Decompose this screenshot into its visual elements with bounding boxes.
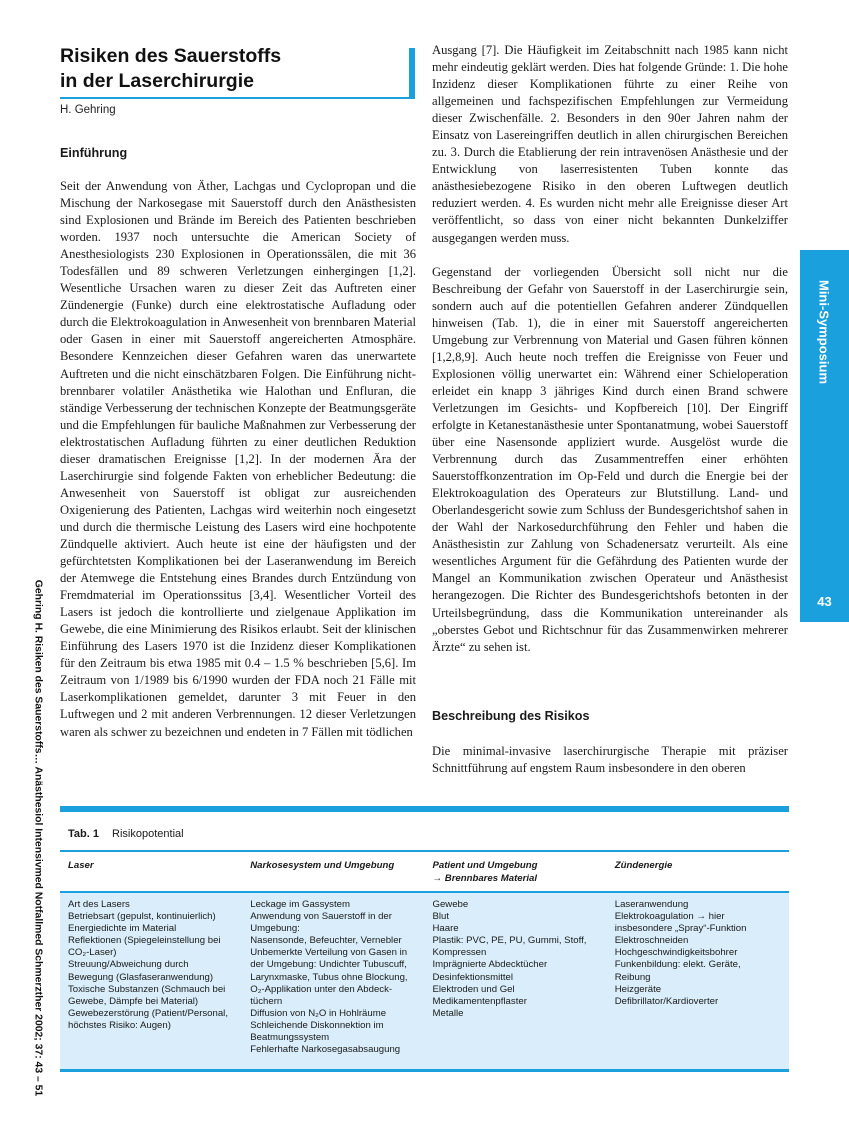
table-cell-line: Haare [432, 923, 459, 935]
table-cell-line: Schleichende Diskonnektion im [250, 1019, 384, 1031]
body-paragraph: Seit der Anwendung von Äther, Lachgas und Cyclopropan und die Mischung der Narkosegase mit Sauerstoff durch den Anästhesisten sind Explosionen und Brände im Bereich des Patienten beschrieben worden. 1937 noch untersuchte die American Society of Anesthesiologists 230 Explosionen in Operationssälen, die mit 36 Todesfällen und 89 schweren Verletzungen einhergingen [1,2]. Wesentliche Ursachen waren zu dieser Zeit das Auftreten einer Zündenergie (Funke) durch eine elektrostatische Aufladung oder durch die Elektrokoagulation in Anwesenheit von brennbaren Material oder Gasen in einer mit Sauerstoff angereicherten Atmosphäre. Besondere Kennzeichen dieser Gefahren waren das unerwartete Auftreten und die nicht einschätzbaren Folgen. Die Einführung nicht-brennbarer volatiler Anästhetika wie Halothan und Enfluran, die ständige Verbesserung der technischen Konzepte der Beatmungsgeräte und die Empfehlungen für bauliche Maßnahmen zur Verbesserung der elektrostatischen Aufladung führten zu einer deutlichen Reduktion dieser dramatischen Ereignisse [1,2]. In der modernen Ära der Laserchirurgie sind folgende Fakten von erheblicher Bedeutung: die Anwesenheit von Sauerstoff ist obligat zur ausreichenden Oxigenierung des Patienten, Lachgas wird weiterhin noch eingesetzt und durch die thermische Leistung des Lasers wird eine hochpotente Zündquelle aktiviert. Auch heute ist eine der häufigsten und der gefürchtetsten Komplikationen bei der Laseranwendung im Bereich der Atemwege die Entstehung eines Brandes durch Entzündung von Fremdmaterial im Operationssitus [3,4]. Wesentlicher Vorteil des Lasers ist jedoch die kontrollierte und zielgenaue Applikation im Gewebe, die eine Minimierung des Risikos erlaubt. Seit der klinischen Einführung des Lasers 1970 ist die Inzidenz dieser Komplikationen für den Zeitraum bis etwa 1985 mit 0.4 – 1.5 % beschrieben [5,6]. Im Zeitraum von 1/1989 bis 6/1990 wurden der FDA noch 21 Fälle mit Laserkomplikationen gemeldet, darunter 3 mit Feuer in den Luftwegen und 2 mit anderen Verbrennungen. 12 dieser Verletzungen waren als schwer zu bezeichnen und endeten in 7 Fällen mit tödlichen [60, 179, 416, 739]
table-cell-line: Elektroschneiden [614, 935, 689, 947]
table-column-header [242, 852, 424, 889]
table-cell-line: Blut [432, 911, 450, 923]
table-cell-line: Hochgeschwindigkeitsbohrer [614, 947, 738, 959]
title-block [60, 44, 416, 116]
heading-description: Beschreibung des Risikos [432, 709, 590, 723]
table-header-line: Patient und Umgebung [432, 860, 538, 871]
table-cell-line: Streuung/Abweichung durch [68, 959, 189, 971]
table-risk-potential [60, 806, 789, 1072]
table-cell-line: Leckage im Gassystem [250, 899, 350, 910]
heading-introduction: Einführung [60, 146, 128, 160]
table-cell-line: Funkenbildung: elekt. Geräte, [614, 959, 741, 971]
table-cell-line: Bewegung (Glasfaseranwendung) [68, 971, 214, 983]
table-cell-line: Larynxmaske, Tubus ohne Blockung, [250, 971, 408, 983]
table-title: Risikopotential [112, 828, 184, 840]
table-label: Tab. 1 [68, 828, 99, 840]
table-cell-line: Energiedichte im Material [68, 923, 177, 935]
table-cell-line: Heizgeräte [614, 983, 662, 995]
table-column-header [607, 852, 789, 889]
table-cell [60, 893, 242, 1069]
table-header-row [60, 852, 789, 889]
title-rule [60, 97, 412, 99]
table-cell-line: Gewebe, Dämpfe bei Material) [68, 995, 199, 1007]
body-paragraph: Gegenstand der vorliegenden Übersicht soll nicht nur die Beschreibung der Gefahr von Sauerstoff in der Laserchirurgie sein, sondern auch auf die potentiellen Gefahren anderer Zündquellen hinweisen (Tab. 1), die in einer mit Sauerstoff angereicherten Umgebung zur Verbrennung von Material und Gasen führen können [1,2,8,9]. Auch heute noch treffen die Ereignisse von Feuer und Explosionen völlig unerwartet ein: Während einer Schieloperation erleidet ein knapp 3 jähriges Kind durch einen Brand schwere Verletzungen im Gesichts- und Kopfbereich [10]. Der Eingriff erfolgte in Ketanestanästhesie unter Spontanatmung, wobei Sauerstoff über eine Nasensonde appliziert wurde. Ausgelöst wurde die Verbrennung durch das Zusammentreffen einer erhöhten Sauerstoffkonzentration im Op-Feld und durch die Energie bei der Elektrokoagulation des Operateurs zur Blutstillung. Land- und Oberlandesgericht sowie zum Schluss der Bundesgerichtshof sahen in der Wahl der Narkosedurchführung den Fehler und haben die Anästhesistin zur Zahlung von Schadenersatz verurteilt. Als eine wesentliches Argument für die Gefährdung des Patienten wurde der Mangel an Kommunikation zwischen Operateur und Anästhesist herangezogen. Die Richter des Bundesgerichtshofs betonten in der Urteilsbegründung, dass die Kommunikation untereinander als „oberstes Gebot und Richtschnur für das Zusammenwirken mehrerer Ärzte“ zu sehen ist. [432, 264, 788, 654]
table-cell-line: Unbemerkte Verteilung von Gasen in [250, 947, 408, 959]
body-paragraph: Die minimal-invasive laserchirurgische Therapie mit präziser Schnittführung auf engstem Raum insbesondere in den oberen [432, 744, 788, 776]
table-cell-line: höchstes Risiko: Augen) [68, 1019, 171, 1031]
author: H. Gehring [60, 104, 116, 116]
title-line-2: in der Laserchirurgie [60, 70, 254, 92]
table-cell-line: Defibrillator/Kardioverter [614, 995, 719, 1007]
table-cell-line: der Umgebung: Undichter Tubuscuff, [250, 959, 407, 971]
right-column-continued [432, 743, 788, 777]
table-cell-line: Beatmungssystem [250, 1032, 330, 1044]
table-cell-line: Betriebsart (gepulst, kontinuierlich) [68, 911, 216, 923]
table-cell-line: Desinfektionsmittel [432, 971, 514, 983]
running-footer-citation: Gehring H. Risiken des Sauerstoffs… Anästhesiol Intensivmed Notfallmed Schmerzther 2002; 37: 43 – 51 [32, 579, 44, 1097]
table-cell-line: Metalle [432, 1007, 464, 1019]
right-column [432, 42, 788, 656]
title-accent-bar [409, 48, 415, 99]
table-cell-line: Laseranwendung [614, 899, 689, 910]
table-cell [607, 893, 789, 1069]
table-cell-line: Gewebe [432, 899, 469, 910]
table-column-header [425, 852, 607, 889]
table-cell [425, 893, 607, 1069]
table-column-header [60, 852, 242, 889]
table-cell-line: CO₂-Laser) [68, 947, 117, 959]
table-cell-line: Medikamentenpflaster [432, 995, 527, 1007]
table-cell-line: Fehlerhafte Narkosegasabsaugung [250, 1044, 401, 1056]
table-caption [60, 812, 789, 848]
table-header-line: Zündenergie [614, 860, 673, 871]
table-cell-line: Nasensonde, Befeuchter, Vernebler [250, 935, 402, 947]
table-cell-line: Imprägnierte Abdecktücher [432, 959, 548, 971]
table-header-line: Narkosesystem und Umgebung [250, 860, 395, 871]
table-cell-line: Plastik: PVC, PE, PU, Gummi, Stoff, [432, 935, 587, 947]
article-title [60, 44, 416, 94]
table-cell-line: Elektroden und Gel [432, 983, 515, 995]
table-cell-line: Elektrokoagulation → hier [614, 911, 725, 923]
left-column [60, 178, 416, 741]
table-cell-line: Reflektionen (Spiegeleinstellung bei [68, 935, 221, 947]
section-label: Mini-Symposium [816, 279, 832, 385]
table-header-line: → Brennbares Material [432, 872, 538, 884]
table-cell-line: Reibung [614, 971, 651, 983]
table-cell [242, 893, 424, 1069]
table-bottom-rule [60, 1069, 789, 1072]
table-cell-line: tüchern [250, 995, 283, 1007]
table-cell-line: insbesondere „Spray“-Funktion [614, 923, 747, 935]
table-cell-line: Art des Lasers [68, 899, 130, 910]
table-cell-line: Diffusion von N₂O in Hohlräume [250, 1007, 387, 1019]
table-cell-line: Umgebung: [250, 923, 300, 935]
title-line-1: Risiken des Sauerstoffs [60, 45, 282, 67]
page-number: 43 [817, 594, 832, 609]
table-cell-line: O₂-Applikation unter den Abdeck- [250, 983, 393, 995]
table-cell-line: Anwendung von Sauerstoff in der [250, 911, 392, 923]
table-cell-line: Kompressen [432, 947, 487, 959]
table-body-row [60, 891, 789, 1069]
table-cell-line: Toxische Substanzen (Schmauch bei [68, 983, 226, 995]
table-header-line: Laser [68, 860, 94, 871]
body-paragraph: Ausgang [7]. Die Häufigkeit im Zeitabschnitt nach 1985 kann nicht mehr eindeutig geklärt werden. Dies hat folgende Gründe: 1. Die hohe Inzidenz dieser Komplikationen führte zu einer Reihe von allgemeinen und fachspezifischen Empfehlungen zur Vermeidung dieser Zwischenfälle. 2. Besonders in den 90er Jahren nahm der Einsatz von Lasereingriffen deutlich in allen chirurgischen Bereichen zu. 3. Durch die Etablierung der rein intravenösen Anästhesie und der Entwicklung von laserresistenten Tuben konnte das anästhesiebezogene Risiko in den oberen Luftwegen deutlich reduziert werden. 4. Es wurden nicht mehr alle Ereignisse dieser Art veröffentlicht, so dass von einer nicht bekannten Dunkelziffer ausgegangen werden muss. [432, 43, 788, 245]
table-cell-line: Gewebezerstörung (Patient/Personal, [68, 1007, 228, 1019]
